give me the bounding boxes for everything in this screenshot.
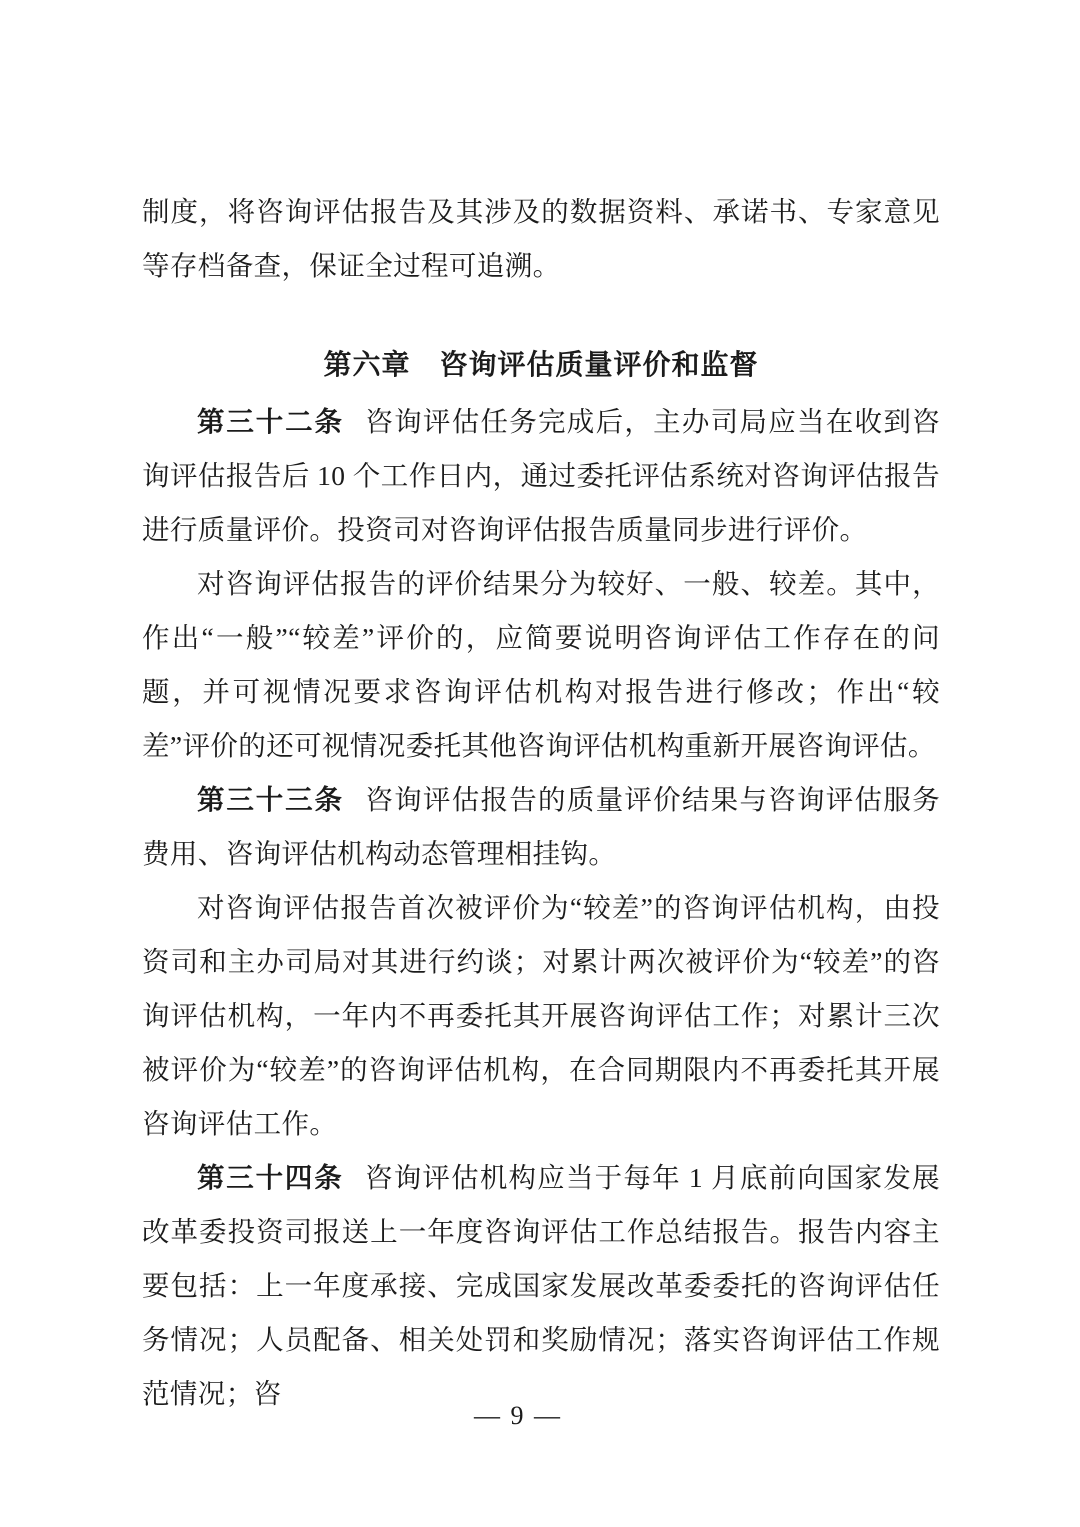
paragraph-continuation: 制度，将咨询评估报告及其涉及的数据资料、承诺书、专家意见等存档备查，保证全过程可追溯。 [142, 196, 940, 281]
heading-spacer-top [142, 293, 940, 339]
article-text: 咨询评估任务完成后，主办司局应当在收到咨询评估报告后 10 个工作日内，通过委托评估系统对咨询评估报告进行质量评价。投资司对咨询评估报告质量同步进行评价。 [142, 406, 940, 545]
article-label: 第三十二条 [197, 406, 344, 437]
article-paragraph [142, 395, 940, 557]
article-label: 第三十四条 [197, 1162, 344, 1193]
article-text: 咨询评估机构应当于每年 1 月底前向国家发展改革委投资司报送上一年度咨询评估工作总结报告。报告内容主要包括：上一年度承接、完成国家发展改革委委托的咨询评估任务情况；人员配备、相关处罚和奖励情况；落实咨询评估工作规范情况；咨 [142, 1162, 940, 1409]
paragraph: 对咨询评估报告首次被评价为“较差”的咨询评估机构，由投资司和主办司局对其进行约谈；对累计两次被评价为“较差”的咨询评估机构，一年内不再委托其开展咨询评估工作；对累计三次被评价为“较差”的咨询评估机构，在合同期限内不再委托其开展咨询评估工作。 [142, 892, 940, 1139]
paragraph: 对咨询评估报告的评价结果分为较好、一般、较差。其中，作出“一般”“较差”评价的，应简要说明咨询评估工作存在的问题，并可视情况要求咨询评估机构对报告进行修改；作出“较差”评价的还可视情况委托其他咨询评估机构重新开展咨询评估。 [142, 568, 940, 761]
document-body [142, 185, 940, 1421]
article-paragraph [142, 773, 940, 881]
chapter-heading: 第六章 咨询评估质量评价和监督 [323, 350, 759, 381]
article-paragraph [142, 1151, 940, 1421]
article-text: 咨询评估报告的质量评价结果与咨询评估服务费用、咨询评估机构动态管理相挂钩。 [142, 784, 940, 869]
article-label: 第三十三条 [197, 784, 344, 815]
page-number: — 9 — [474, 1401, 562, 1430]
